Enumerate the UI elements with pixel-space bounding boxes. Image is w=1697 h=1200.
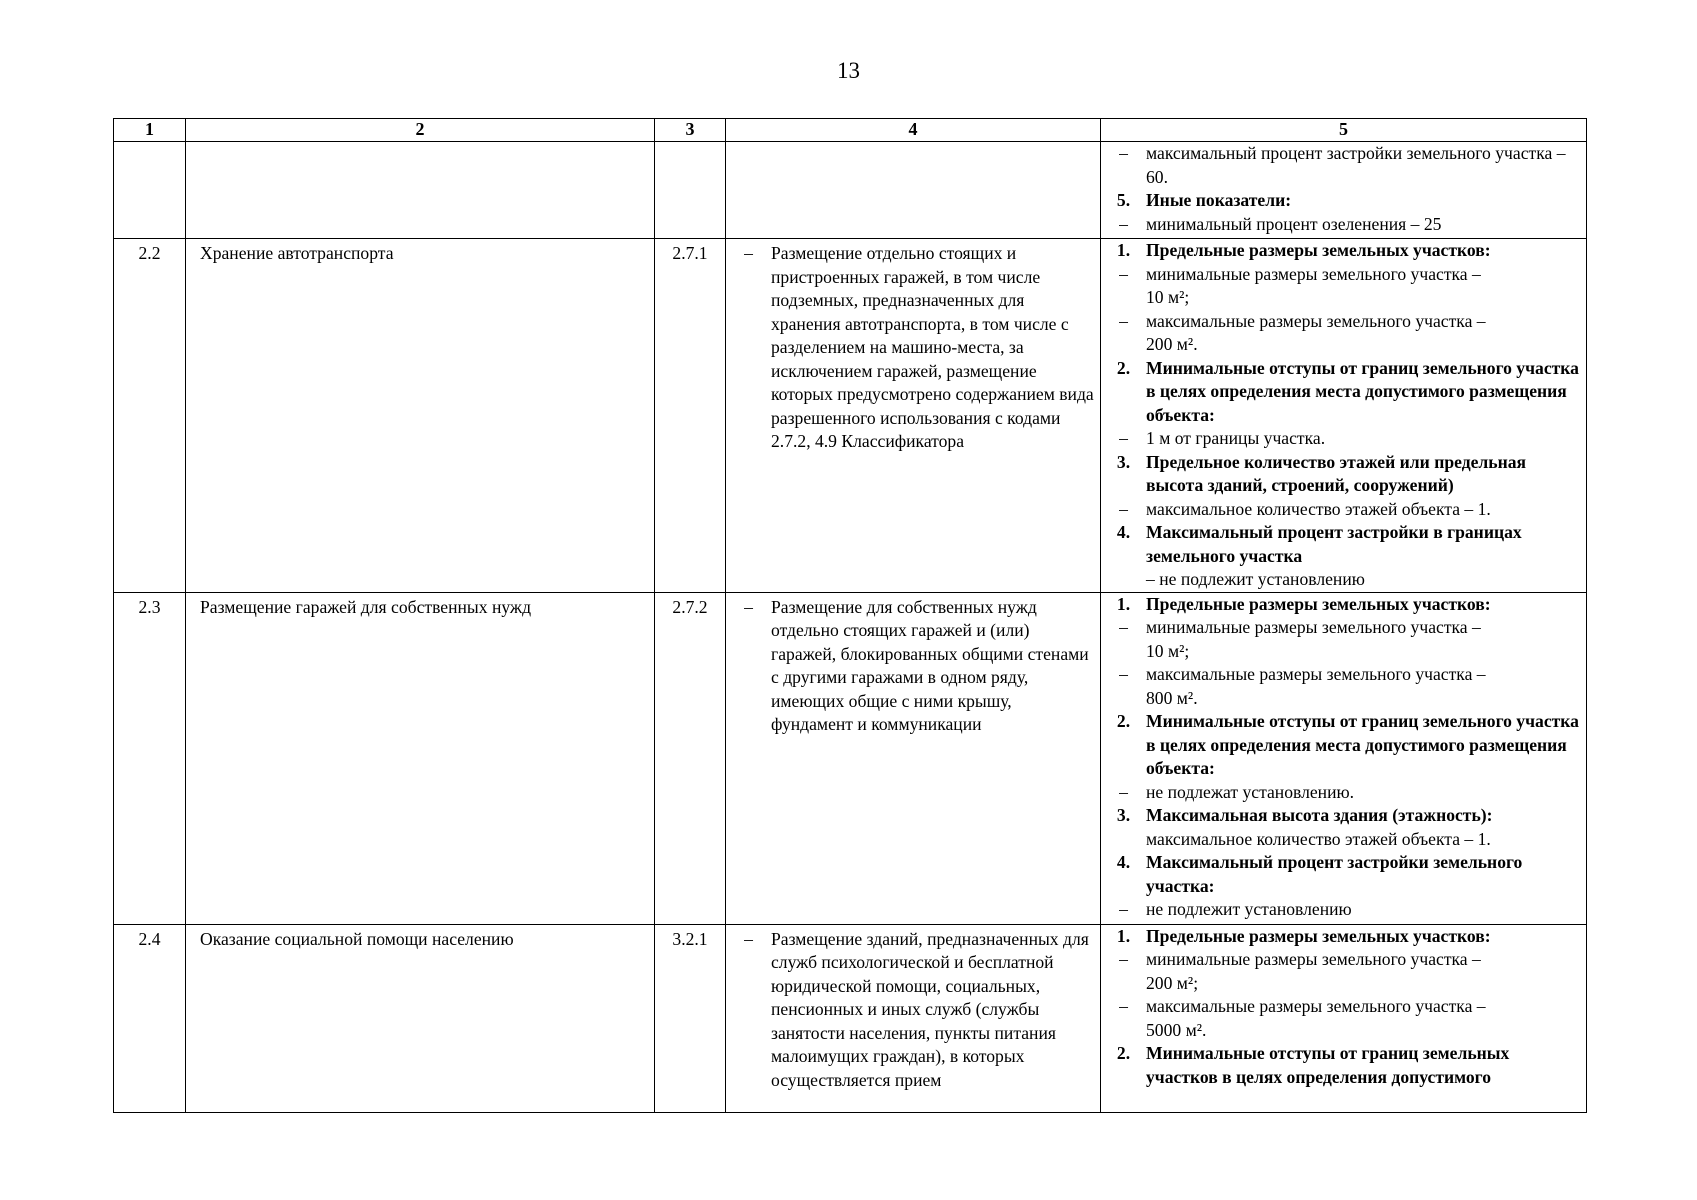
- parameter-text: Минимальные отступы от границ земельного участка в целях определения места допустимого размещения объекта:: [1146, 711, 1579, 778]
- parameter-marker: –: [1119, 781, 1128, 802]
- parameter-line: [1101, 804, 1582, 828]
- parameter-marker: –: [1119, 949, 1128, 969]
- parameter-line: [1101, 286, 1582, 310]
- parameters-cell: [1101, 592, 1587, 924]
- parameter-marker: [1101, 1019, 1146, 1043]
- parameter-line: [1101, 333, 1582, 357]
- parameter-text: 5000 м².: [1146, 1019, 1207, 1040]
- parameter-line: [1101, 828, 1582, 852]
- parameter-text: Максимальный процент застройки в границах земельного участка: [1146, 522, 1522, 566]
- row-number: 2.3: [114, 592, 186, 924]
- parameter-line: [1101, 710, 1582, 781]
- parameter-line: [1101, 357, 1582, 428]
- parameter-text: максимальные размеры земельного участка –: [1146, 996, 1486, 1016]
- parameter-marker: [1101, 687, 1146, 711]
- parameter-marker: 2.: [1116, 357, 1131, 378]
- parameter-marker: –: [1119, 617, 1128, 637]
- parameter-line: [1101, 521, 1582, 568]
- use-name: Размещение гаражей для собственных нужд: [186, 592, 655, 924]
- parameter-text: минимальный процент озеленения – 25: [1146, 213, 1442, 234]
- parameter-text: Предельные размеры земельных участков:: [1146, 925, 1491, 946]
- table-row: [114, 924, 1587, 1112]
- parameter-line: [1101, 851, 1582, 898]
- parameter-text: Минимальные отступы от границ земельного участка в целях определения места допустимого размещения объекта:: [1146, 357, 1579, 425]
- parameter-text: не подлежат установлению.: [1146, 781, 1355, 802]
- parameter-marker: –: [1119, 498, 1128, 519]
- header-cell: 3: [655, 119, 726, 142]
- parameter-line: [1101, 948, 1582, 972]
- parameter-text: 800 м².: [1146, 687, 1198, 708]
- parameter-marker: –: [1119, 996, 1128, 1016]
- parameter-line: [1101, 239, 1582, 263]
- parameters-cell: [1101, 239, 1587, 593]
- parameter-text: Максимальный процент застройки земельного участка:: [1146, 852, 1523, 896]
- parameter-marker: 4.: [1116, 522, 1131, 542]
- parameter-marker: 2.: [1116, 711, 1131, 731]
- description-text: Размещение зданий, предназначенных для служб психологической и бесплатной юридической помощи, социальных, пенсионных и иных служб (службы занятости населения, пункты питания малоимущих граждан), в которых осуществляется прием: [771, 928, 1089, 1090]
- parameter-line: [1101, 568, 1582, 592]
- page-number: 13: [837, 58, 860, 83]
- parameter-text: Максимальная высота здания (этажность):: [1146, 805, 1493, 825]
- parameter-text: 200 м²;: [1146, 972, 1199, 993]
- parameter-marker: –: [1119, 899, 1128, 919]
- use-code: 3.2.1: [655, 924, 726, 1112]
- parameter-text: максимальное количество этажей объекта – 1.: [1146, 498, 1491, 519]
- parameter-text: Предельные размеры земельных участков:: [1146, 240, 1491, 260]
- parameter-marker: [1101, 640, 1146, 664]
- parameter-line: [1101, 1019, 1582, 1043]
- header-row: [114, 119, 1587, 142]
- parameter-marker: –: [1119, 664, 1128, 684]
- header-cell: 5: [1101, 119, 1587, 142]
- parameter-line: [1101, 995, 1582, 1019]
- parameter-text: максимальные размеры земельного участка –: [1146, 664, 1486, 684]
- use-name: Оказание социальной помощи населению: [186, 924, 655, 1112]
- parameter-text: максимальный процент застройки земельного участка – 60.: [1146, 143, 1566, 187]
- row-number: [114, 142, 186, 239]
- table-row: [114, 142, 1587, 239]
- use-code: 2.7.2: [655, 592, 726, 924]
- parameter-line: [1101, 616, 1582, 640]
- parameter-marker: –: [1119, 143, 1128, 163]
- parameter-text: 1 м от границы участка.: [1146, 428, 1326, 448]
- parameter-text: 200 м².: [1146, 334, 1198, 354]
- dash-marker: –: [744, 928, 753, 949]
- parameter-line: [1101, 310, 1582, 334]
- parameter-line: [1101, 972, 1582, 996]
- parameter-marker: –: [1119, 263, 1128, 284]
- parameter-marker: [1101, 286, 1146, 310]
- parameter-line: [1101, 925, 1582, 949]
- row-number: 2.2: [114, 239, 186, 593]
- parameter-marker: –: [1119, 310, 1128, 331]
- use-name: Хранение автотранспорта: [186, 239, 655, 593]
- parameter-marker: 5.: [1116, 190, 1131, 210]
- parameter-text: максимальные размеры земельного участка –: [1146, 310, 1486, 331]
- parameter-text: максимальное количество этажей объекта – 1.: [1146, 828, 1491, 849]
- use-code: 2.7.1: [655, 239, 726, 593]
- parameter-text: не подлежит установлению: [1146, 899, 1352, 919]
- parameter-marker: 2.: [1116, 1043, 1131, 1063]
- parameter-marker: 1.: [1116, 593, 1131, 614]
- parameters-cell: [1101, 142, 1587, 239]
- use-description: [726, 142, 1101, 239]
- use-description: [726, 924, 1101, 1112]
- header-cell: 2: [186, 119, 655, 142]
- parameter-line: [1101, 687, 1582, 711]
- dash-marker: –: [744, 596, 753, 617]
- parameter-line: [1101, 498, 1582, 522]
- parameter-text: Предельные размеры земельных участков:: [1146, 593, 1491, 614]
- parameter-marker: [1101, 568, 1146, 592]
- parameter-marker: [1101, 972, 1146, 996]
- dash-marker: –: [744, 243, 753, 263]
- parameter-text: – не подлежит установлению: [1146, 569, 1365, 589]
- parameter-line: [1101, 189, 1582, 213]
- parameter-marker: –: [1119, 428, 1128, 448]
- parameter-line: [1101, 781, 1582, 805]
- parameter-line: [1101, 263, 1582, 287]
- parameter-text: минимальные размеры земельного участка –: [1146, 263, 1481, 284]
- table-row: [114, 592, 1587, 924]
- parameter-marker: [1101, 333, 1146, 357]
- parameter-line: [1101, 640, 1582, 664]
- zoning-table: [113, 118, 1587, 1113]
- parameter-text: 10 м²;: [1146, 640, 1190, 661]
- parameter-text: Предельное количество этажей или предельная высота зданий, строений, сооружений): [1146, 451, 1527, 495]
- parameter-text: Иные показатели:: [1146, 190, 1292, 210]
- parameter-marker: [1101, 828, 1146, 852]
- use-description: [726, 592, 1101, 924]
- parameter-text: минимальные размеры земельного участка –: [1146, 617, 1481, 637]
- header-cell: 1: [114, 119, 186, 142]
- description-text: Размещение отдельно стоящих и пристроенных гаражей, в том числе подземных, предназначенных для хранения автотранспорта, в том числе с разделением на машино-места, за исключением гаражей, размещение которых предусмотрено содержанием вида разрешенного использования с кодами 2.7.2, 4.9 Классификатора: [771, 243, 1094, 451]
- use-code: [655, 142, 726, 239]
- parameter-text: 10 м²;: [1146, 287, 1190, 307]
- parameter-line: [1101, 898, 1582, 922]
- parameter-line: [1101, 663, 1582, 687]
- parameter-line: [1101, 1042, 1582, 1089]
- parameter-line: [1101, 593, 1582, 617]
- description-text: Размещение для собственных нужд отдельно стоящих гаражей и (или) гаражей, блокированных общими стенами с другими гаражами в одном ряду, имеющих общие с ними крышу, фундамент и коммуникации: [771, 596, 1089, 734]
- table-row: [114, 239, 1587, 593]
- parameter-marker: –: [1119, 213, 1128, 234]
- header-cell: 4: [726, 119, 1101, 142]
- use-name: [186, 142, 655, 239]
- parameter-marker: 4.: [1116, 852, 1131, 872]
- parameter-text: Минимальные отступы от границ земельных участков в целях определения допустимого: [1146, 1043, 1510, 1087]
- parameter-line: [1101, 451, 1582, 498]
- parameter-line: [1101, 142, 1582, 189]
- parameter-line: [1101, 213, 1582, 237]
- parameter-text: минимальные размеры земельного участка –: [1146, 949, 1481, 969]
- parameter-marker: 3.: [1116, 805, 1131, 825]
- parameter-marker: 1.: [1116, 925, 1131, 946]
- use-description: [726, 239, 1101, 593]
- parameter-marker: 3.: [1116, 451, 1131, 472]
- row-number: 2.4: [114, 924, 186, 1112]
- parameters-cell: [1101, 924, 1587, 1112]
- parameter-line: [1101, 427, 1582, 451]
- parameter-marker: 1.: [1116, 240, 1131, 260]
